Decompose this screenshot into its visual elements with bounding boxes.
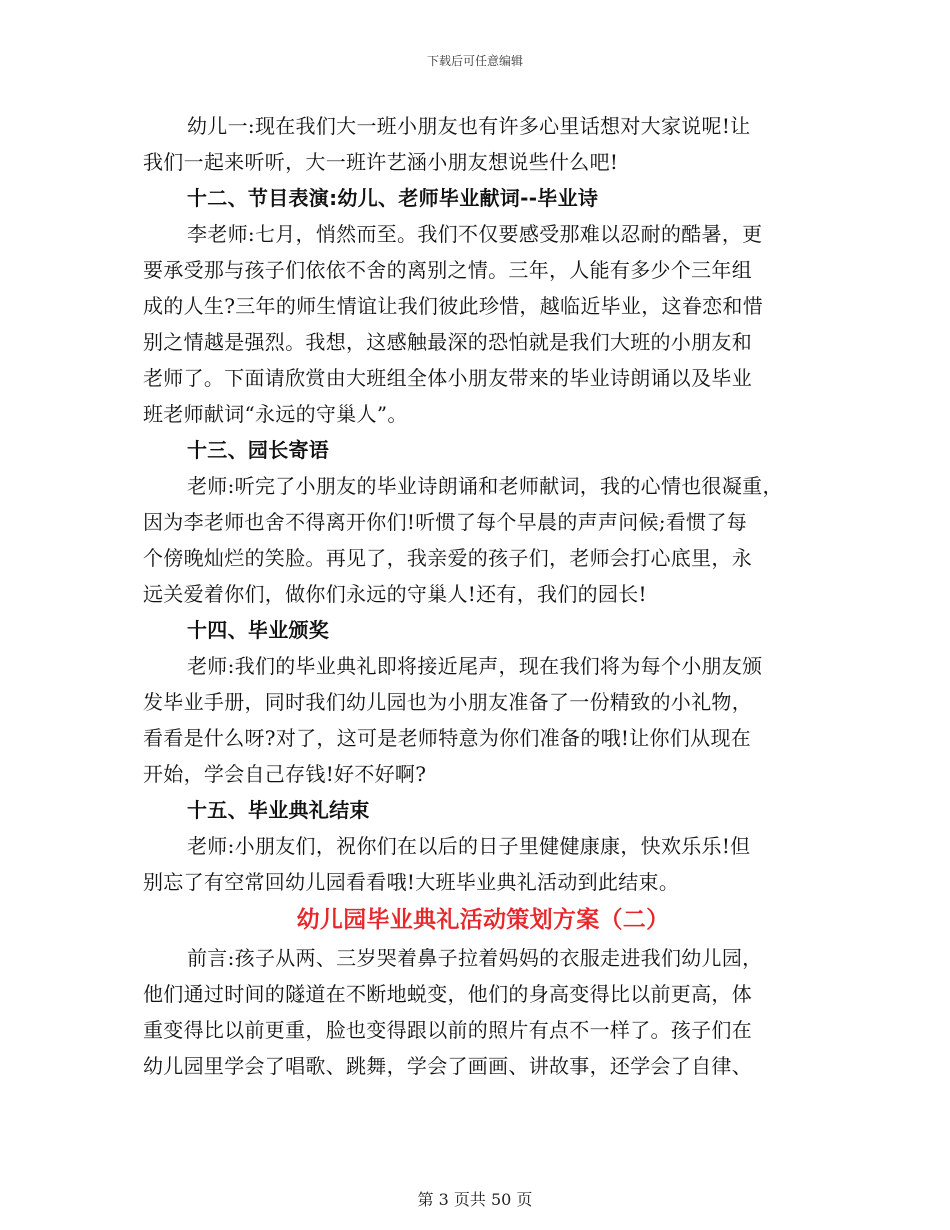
page-footer: 第 3 页共 50 页 (417, 1190, 533, 1209)
paragraph-line: 开始，学会自己存钱!好不好啊? (143, 762, 427, 786)
paragraph-line: 李老师:七月，悄然而至。我们不仅要感受那难以忍耐的酷暑，更 (187, 222, 763, 246)
paragraph-line: 远关爱着你们，做你们永远的守巢人!还有，我们的园长! (143, 582, 647, 606)
paragraph-line: 别忘了有空常回幼儿园看看哦!大班毕业典礼活动到此结束。 (143, 870, 680, 894)
paragraph-line: 他们通过时间的隧道在不断地蜕变，他们的身高变得比以前更高，体 (143, 982, 752, 1006)
paragraph-line: 老师:小朋友们，祝你们在以后的日子里健健康康，快欢乐乐!但 (187, 834, 751, 858)
paragraph-line: 个傍晚灿烂的笑脸。再见了，我亲爱的孩子们，老师会打心底里，永 (143, 546, 752, 570)
document-body (143, 108, 823, 1084)
document-title: 幼儿园毕业典礼活动策划方案（二） (296, 907, 670, 933)
section-heading: 十二、节目表演:幼儿、老师毕业献词--毕业诗 (187, 186, 599, 210)
paragraph-line: 老师了。下面请欣赏由大班组全体小朋友带来的毕业诗朗诵以及毕业 (143, 366, 752, 390)
paragraph-line: 重变得比以前更重，脸也变得跟以前的照片有点不一样了。孩子们在 (143, 1018, 752, 1042)
paragraph-line: 因为李老师也舍不得离开你们!听惯了每个早晨的声声问候;看惯了每 (143, 510, 748, 534)
paragraph-line: 成的人生?三年的师生情谊让我们彼此珍惜，越临近毕业，这眷恋和惜 (143, 294, 764, 318)
paragraph-line: 班老师献词“永远的守巢人”。 (143, 402, 408, 426)
paragraph-line: 别之情越是强烈。我想，这感触最深的恐怕就是我们大班的小朋友和 (143, 330, 752, 354)
page-header: 下载后可任意编辑 (426, 54, 523, 68)
paragraph-line: 老师:听完了小朋友的毕业诗朗诵和老师献词，我的心情也很凝重， (187, 474, 783, 498)
section-heading: 十四、毕业颁奖 (187, 618, 330, 642)
paragraph-line: 要承受那与孩子们依依不舍的离别之情。三年，人能有多少个三年组 (143, 258, 752, 282)
paragraph-line: 发毕业手册，同时我们幼儿园也为小朋友准备了一份精致的小礼物， (143, 690, 752, 714)
section-heading: 十三、园长寄语 (187, 438, 330, 462)
paragraph-line: 我们一起来听听，大一班许艺涵小朋友想说些什么吧! (143, 150, 619, 174)
paragraph-line: 看看是什么呀?对了，这可是老师特意为你们准备的哦!让你们从现在 (143, 726, 752, 750)
paragraph-line: 幼儿园里学会了唱歌、跳舞，学会了画画、讲故事，还学会了自律、 (143, 1054, 752, 1078)
paragraph-line: 前言:孩子从两、三岁哭着鼻子拉着妈妈的衣服走进我们幼儿园， (187, 946, 763, 970)
paragraph-line: 幼儿一:现在我们大一班小朋友也有许多心里话想对大家说呢!让 (187, 114, 751, 138)
paragraph-line: 老师:我们的毕业典礼即将接近尾声，现在我们将为每个小朋友颁 (187, 654, 763, 678)
section-heading: 十五、毕业典礼结束 (187, 798, 370, 822)
